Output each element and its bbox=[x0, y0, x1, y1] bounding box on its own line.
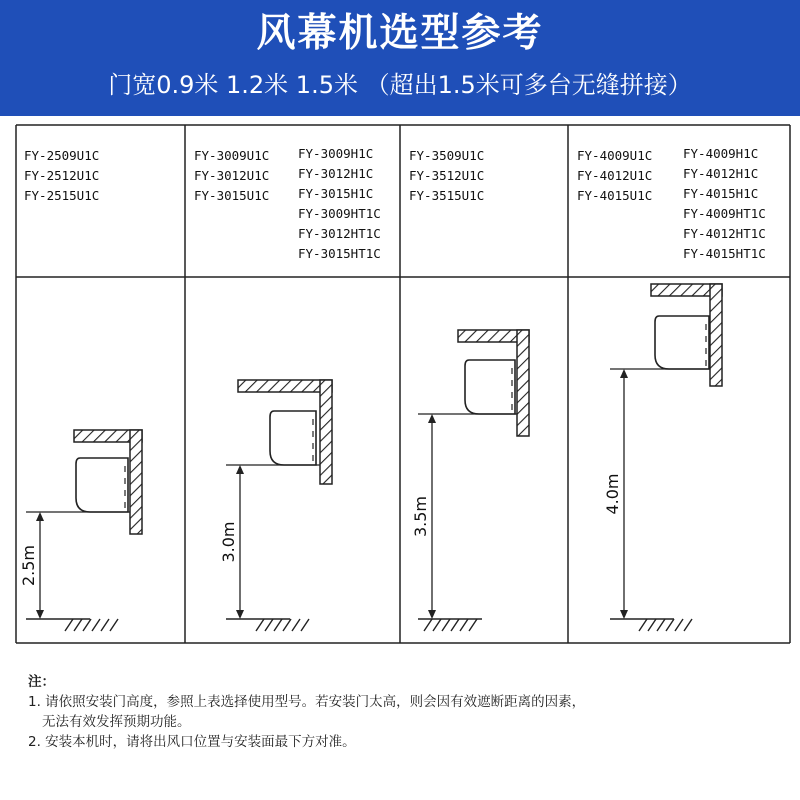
dimension-arrow-bottom bbox=[36, 610, 44, 619]
floor-hatch-mark bbox=[92, 619, 100, 631]
model-name: FY-4012HT1C bbox=[683, 226, 766, 241]
floor-hatch-mark bbox=[110, 619, 118, 631]
dimension-arrow-top bbox=[428, 414, 436, 423]
model-name: FY-4015HT1C bbox=[683, 246, 766, 261]
model-name: FY-2509U1C bbox=[24, 148, 100, 163]
floor-hatch-mark bbox=[469, 619, 477, 631]
air-curtain-unit bbox=[270, 411, 316, 465]
model-name: FY-3009H1C bbox=[298, 146, 374, 161]
model-name: FY-4015H1C bbox=[683, 186, 759, 201]
floor-hatch-mark bbox=[83, 619, 91, 631]
model-name: FY-3015H1C bbox=[298, 186, 374, 201]
dimension-arrow-bottom bbox=[620, 610, 628, 619]
wall-hatch bbox=[130, 430, 142, 534]
model-name: FY-2515U1C bbox=[24, 188, 100, 203]
height-label: 3.5m bbox=[411, 495, 430, 538]
model-name: FY-3015HT1C bbox=[298, 246, 381, 261]
model-name: FY-4009H1C bbox=[683, 146, 759, 161]
wall-hatch bbox=[517, 330, 529, 436]
model-name: FY-3009U1C bbox=[194, 148, 270, 163]
note-1: 1. 请依照安装门高度，参照上表选择使用型号。若安装门太高，则会因有效遮断距离的因素， bbox=[28, 694, 586, 710]
ceiling-hatch bbox=[238, 380, 332, 392]
note-1-continued: 无法有效发挥预期功能。 bbox=[42, 714, 191, 730]
height-label: 2.5m bbox=[19, 544, 38, 587]
height-label: 3.0m bbox=[219, 521, 238, 563]
model-name: FY-3512U1C bbox=[409, 168, 485, 183]
floor-hatch-mark bbox=[74, 619, 82, 631]
floor-hatch-mark bbox=[639, 619, 647, 631]
floor-hatch-mark bbox=[684, 619, 692, 631]
floor-hatch-mark bbox=[648, 619, 656, 631]
dimension-arrow-bottom bbox=[428, 610, 436, 619]
model-name: FY-3012HT1C bbox=[298, 226, 381, 241]
floor-hatch-mark bbox=[666, 619, 674, 631]
model-name: FY-4012U1C bbox=[577, 168, 653, 183]
selection-diagram bbox=[0, 116, 800, 656]
air-curtain-unit bbox=[655, 316, 709, 369]
floor-hatch-mark bbox=[675, 619, 683, 631]
air-curtain-unit bbox=[76, 458, 128, 512]
model-name: FY-3012U1C bbox=[194, 168, 270, 183]
floor-hatch-mark bbox=[265, 619, 273, 631]
model-name: FY-3509U1C bbox=[409, 148, 485, 163]
floor-hatch-mark bbox=[451, 619, 459, 631]
wall-hatch bbox=[320, 380, 332, 484]
note-2: 2. 安装本机时，请将出风口位置与安装面最下方对准。 bbox=[28, 734, 356, 750]
floor-hatch-mark bbox=[460, 619, 468, 631]
model-name: FY-4009U1C bbox=[577, 148, 653, 163]
dimension-arrow-top bbox=[620, 369, 628, 378]
floor-hatch-mark bbox=[65, 619, 73, 631]
model-name: FY-3015U1C bbox=[194, 188, 270, 203]
model-name: FY-3012H1C bbox=[298, 166, 374, 181]
notes-heading: 注： bbox=[28, 674, 55, 690]
floor-hatch-mark bbox=[274, 619, 282, 631]
air-curtain-unit bbox=[465, 360, 515, 414]
model-name: FY-4009HT1C bbox=[683, 206, 766, 221]
dimension-arrow-top bbox=[36, 512, 44, 521]
model-name: FY-2512U1C bbox=[24, 168, 100, 183]
floor-hatch-mark bbox=[301, 619, 309, 631]
model-name: FY-4012H1C bbox=[683, 166, 759, 181]
floor-hatch-mark bbox=[283, 619, 291, 631]
notes bbox=[28, 672, 788, 752]
model-name: FY-4015U1C bbox=[577, 188, 653, 203]
page-subtitle: 门宽0.9米 1.2米 1.5米 （超出1.5米可多台无缝拼接） bbox=[108, 71, 692, 99]
dimension-arrow-bottom bbox=[236, 610, 244, 619]
floor-hatch-mark bbox=[433, 619, 441, 631]
header-banner bbox=[0, 0, 800, 116]
model-name: FY-3515U1C bbox=[409, 188, 485, 203]
floor-hatch-mark bbox=[424, 619, 432, 631]
floor-hatch-mark bbox=[101, 619, 109, 631]
wall-hatch bbox=[710, 284, 722, 386]
dimension-arrow-top bbox=[236, 465, 244, 474]
page-title: 风幕机选型参考 bbox=[256, 11, 544, 56]
floor-hatch-mark bbox=[292, 619, 300, 631]
floor-hatch-mark bbox=[256, 619, 264, 631]
floor-hatch-mark bbox=[442, 619, 450, 631]
model-name: FY-3009HT1C bbox=[298, 206, 381, 221]
floor-hatch-mark bbox=[657, 619, 665, 631]
height-label: 4.0m bbox=[603, 473, 622, 515]
